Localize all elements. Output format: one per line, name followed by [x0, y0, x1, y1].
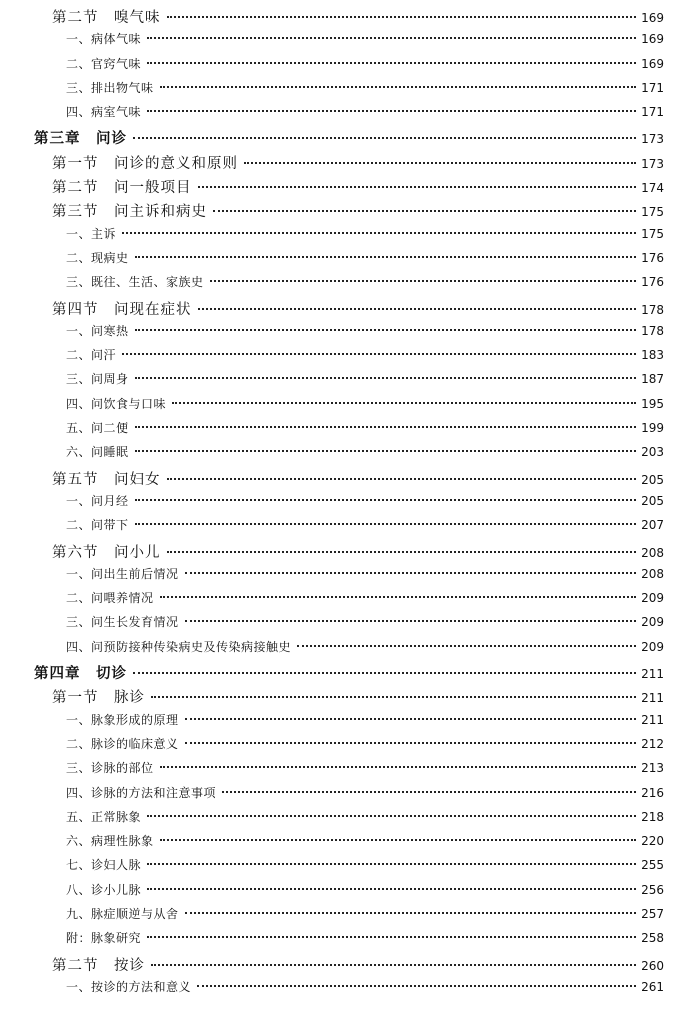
toc-item-row [0, 905, 700, 929]
toc-entry-title: 四、病室气味 [66, 105, 142, 120]
toc-page-number: 211 [641, 691, 664, 706]
toc-page-number: 178 [641, 302, 664, 317]
toc-item-row [0, 565, 700, 589]
toc-item-row [0, 79, 700, 103]
toc-page-number: 169 [641, 11, 664, 25]
dot-leader [135, 523, 636, 525]
toc-entry-title: 一、按诊的方法和意义 [66, 979, 192, 994]
dot-leader [198, 186, 637, 188]
toc-entry-title: 四、诊脉的方法和注意事项 [66, 785, 217, 800]
toc-page-number: 207 [641, 518, 664, 533]
toc-section-row [0, 200, 700, 224]
toc-page-number: 208 [641, 566, 664, 581]
dot-leader [167, 551, 637, 553]
toc-page-number: 260 [641, 958, 664, 973]
toc-page-number: 212 [641, 736, 664, 751]
toc-page-number: 174 [641, 181, 664, 196]
toc-item-row [0, 978, 700, 1002]
dot-leader [147, 888, 636, 890]
dot-leader [198, 308, 637, 310]
toc-page-number: 255 [641, 858, 664, 873]
toc-page-number: 213 [641, 761, 664, 776]
toc-entry-title: 第四章 切诊 [34, 666, 127, 683]
toc-item-row [0, 613, 700, 637]
toc-entry-title: 五、问二便 [66, 421, 129, 436]
dot-leader [135, 256, 636, 258]
toc-section-row [0, 152, 700, 176]
toc-page-number: 178 [641, 323, 664, 338]
dot-leader [122, 232, 636, 234]
toc-entry-title: 第四节 问现在症状 [52, 301, 192, 318]
toc-item-row [0, 492, 700, 516]
toc-item-row [0, 808, 700, 832]
toc-entry-title: 附：脉象研究 [66, 931, 142, 946]
dot-leader [147, 815, 636, 817]
toc-section-row [0, 6, 700, 30]
toc-entry-title: 三、排出物气味 [66, 80, 154, 95]
toc-entry-title: 第二节 问一般项目 [52, 180, 192, 197]
toc-page-number: 183 [641, 348, 664, 363]
toc-page-number: 176 [641, 275, 664, 290]
toc-item-row [0, 638, 700, 662]
toc-page-number: 258 [641, 931, 664, 946]
toc-entry-title: 第三节 问主诉和病史 [52, 204, 207, 221]
toc-entry-title: 八、诊小儿脉 [66, 882, 142, 897]
table-of-contents [0, 6, 700, 1002]
toc-page-number: 169 [641, 56, 664, 71]
dot-leader [135, 450, 636, 452]
toc-page-number: 211 [641, 712, 664, 727]
toc-page-number: 205 [641, 472, 664, 487]
toc-item-row [0, 589, 700, 613]
toc-page-number: 195 [641, 396, 664, 411]
toc-page-number: 211 [641, 667, 664, 682]
toc-page-number: 209 [641, 639, 664, 654]
toc-entry-title: 七、诊妇人脉 [66, 858, 142, 873]
toc-entry-title: 一、问出生前后情况 [66, 566, 179, 581]
dot-leader [151, 696, 636, 698]
toc-entry-title: 第三章 问诊 [34, 131, 127, 148]
toc-item-row [0, 443, 700, 467]
toc-item-row [0, 881, 700, 905]
toc-item-row [0, 711, 700, 735]
toc-entry-title: 四、问饮食与口味 [66, 396, 167, 411]
dot-leader [185, 742, 636, 744]
toc-entry-title: 二、问喂养情况 [66, 591, 154, 606]
toc-item-row [0, 856, 700, 880]
toc-page-number: 175 [641, 205, 664, 220]
toc-entry-title: 三、问生长发育情况 [66, 615, 179, 630]
dot-leader [244, 162, 636, 164]
dot-leader [122, 353, 636, 355]
toc-section-row [0, 468, 700, 492]
dot-leader [147, 37, 636, 39]
toc-section-row [0, 298, 700, 322]
toc-item-row [0, 516, 700, 540]
toc-entry-title: 二、现病史 [66, 250, 129, 265]
toc-page-number: 176 [641, 250, 664, 265]
toc-entry-title: 三、诊脉的部位 [66, 761, 154, 776]
toc-entry-title: 六、问睡眠 [66, 445, 129, 460]
dot-leader [135, 426, 636, 428]
dot-leader [147, 863, 636, 865]
toc-entry-title: 一、主诉 [66, 226, 117, 241]
toc-entry-title: 五、正常脉象 [66, 809, 142, 824]
dot-leader [297, 645, 636, 647]
toc-entry-title: 三、既往、生活、家族史 [66, 275, 204, 290]
toc-item-row [0, 225, 700, 249]
dot-leader [135, 329, 636, 331]
dot-leader [167, 478, 637, 480]
dot-leader [135, 377, 636, 379]
toc-page-number: 171 [641, 105, 664, 120]
dot-leader [147, 110, 636, 112]
toc-item-row [0, 832, 700, 856]
toc-item-row [0, 30, 700, 54]
toc-entry-title: 一、问月经 [66, 493, 129, 508]
toc-item-row [0, 249, 700, 273]
toc-item-row [0, 370, 700, 394]
toc-entry-title: 二、问汗 [66, 348, 117, 363]
toc-page-number: 257 [641, 906, 664, 921]
toc-entry-title: 二、官窍气味 [66, 56, 142, 71]
toc-entry-title: 第二节 按诊 [52, 957, 145, 974]
toc-entry-title: 一、脉象形成的原理 [66, 712, 179, 727]
toc-section-row [0, 541, 700, 565]
toc-page-number: 169 [641, 32, 664, 47]
dot-leader [172, 402, 636, 404]
toc-item-row [0, 759, 700, 783]
toc-entry-title: 二、脉诊的临床意义 [66, 736, 179, 751]
toc-entry-title: 第二节 嗅气味 [52, 10, 161, 26]
toc-page-number: 173 [641, 156, 664, 171]
toc-item-row [0, 273, 700, 297]
toc-item-row [0, 735, 700, 759]
toc-page-number: 220 [641, 834, 664, 849]
toc-page-number: 171 [641, 80, 664, 95]
dot-leader [147, 936, 636, 938]
toc-page-number: 203 [641, 445, 664, 460]
dot-leader [147, 62, 636, 64]
toc-page-number: 199 [641, 421, 664, 436]
toc-page-number: 218 [641, 809, 664, 824]
toc-entry-title: 一、问寒热 [66, 323, 129, 338]
toc-page-number: 205 [641, 493, 664, 508]
dot-leader [185, 572, 636, 574]
toc-entry-title: 四、问预防接种传染病史及传染病接触史 [66, 639, 292, 654]
toc-item-row [0, 929, 700, 953]
dot-leader [133, 672, 636, 674]
toc-item-row [0, 55, 700, 79]
toc-page-number: 187 [641, 372, 664, 387]
toc-entry-title: 二、问带下 [66, 518, 129, 533]
dot-leader [160, 839, 636, 841]
toc-chapter-row [0, 127, 700, 151]
dot-leader [210, 280, 636, 282]
dot-leader [160, 766, 636, 768]
toc-entry-title: 一、病体气味 [66, 32, 142, 47]
dot-leader [185, 620, 636, 622]
dot-leader [222, 791, 636, 793]
dot-leader [185, 912, 636, 914]
dot-leader [133, 137, 636, 139]
dot-leader [185, 718, 636, 720]
toc-section-row [0, 176, 700, 200]
toc-entry-title: 第一节 脉诊 [52, 690, 145, 707]
toc-item-row [0, 419, 700, 443]
toc-entry-title: 九、脉症顺逆与从舍 [66, 906, 179, 921]
toc-page-number: 261 [641, 979, 664, 994]
toc-chapter-row [0, 662, 700, 686]
toc-page-number: 256 [641, 882, 664, 897]
toc-section-row [0, 686, 700, 710]
dot-leader [151, 964, 636, 966]
toc-page-number: 216 [641, 785, 664, 800]
toc-item-row [0, 322, 700, 346]
toc-entry-title: 三、问周身 [66, 372, 129, 387]
toc-item-row [0, 395, 700, 419]
toc-page-number: 209 [641, 615, 664, 630]
toc-page-number: 209 [641, 591, 664, 606]
dot-leader [213, 210, 636, 212]
toc-entry-title: 第五节 问妇女 [52, 471, 161, 488]
toc-item-row [0, 346, 700, 370]
dot-leader [167, 16, 637, 18]
toc-item-row [0, 784, 700, 808]
toc-page-number: 173 [641, 132, 664, 147]
toc-section-row [0, 954, 700, 978]
dot-leader [135, 499, 636, 501]
dot-leader [197, 985, 636, 987]
dot-leader [160, 596, 636, 598]
dot-leader [160, 86, 636, 88]
toc-item-row [0, 103, 700, 127]
toc-page-number: 175 [641, 226, 664, 241]
toc-entry-title: 第六节 问小儿 [52, 544, 161, 561]
toc-entry-title: 第一节 问诊的意义和原则 [52, 155, 238, 172]
toc-page-number: 208 [641, 545, 664, 560]
toc-entry-title: 六、病理性脉象 [66, 834, 154, 849]
